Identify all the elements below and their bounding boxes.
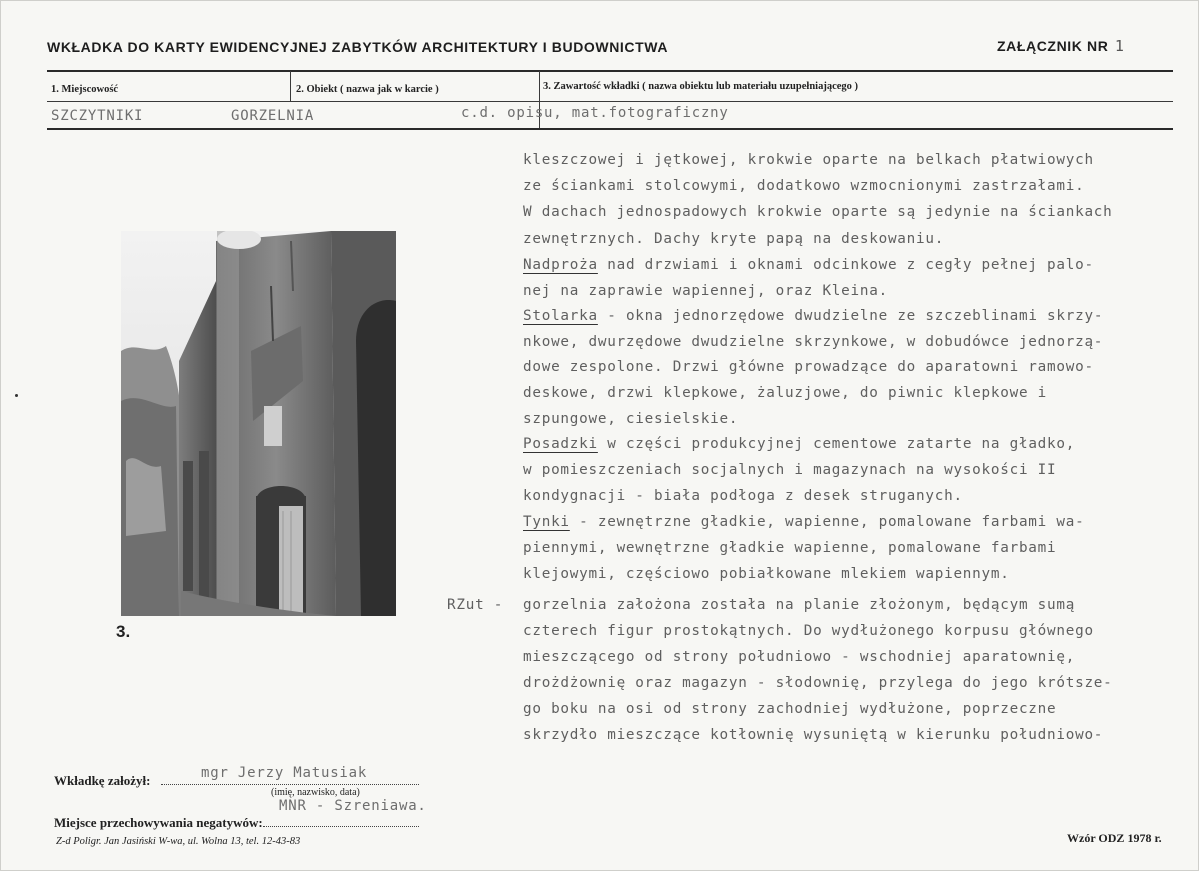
object-value: GORZELNIA <box>231 108 315 124</box>
body-line-12-rest: w części produkcyjnej cementowe zatarte na gładko, <box>597 436 1076 452</box>
rzut-label: RZut - <box>447 597 504 613</box>
storage-value: MNR - Szreniawa. <box>279 798 427 814</box>
locality-label: 1. Miejscowość <box>51 84 119 95</box>
body-line-17: klejowymi, częściowo pobiałkowane mlekiem wapiennym. <box>523 566 1010 582</box>
content-label: 3. Zawartość wkładki ( nazwa obiektu lub materiału uzupełniającego ) <box>543 81 859 92</box>
body-line-7-rest: - okna jednorzędowe dwudzielne ze szczeblinami skrzy- <box>597 308 1104 324</box>
annex-label <box>997 37 1125 55</box>
body-line-19: czterech figur prostokątnych. Do wydłużonego korpusu głównego <box>523 623 1094 639</box>
body-line-2: ze ściankami stolcowymi, dodatkowo wzmocnionymi zastrzałami. <box>523 178 1085 194</box>
body-line-16: piennymi, wewnętrzne gładkie wapienne, pomalowane farbami <box>523 540 1057 556</box>
building-photo <box>121 231 396 616</box>
punch-mark <box>15 394 18 397</box>
body-line-4: zewnętrznych. Dachy kryte papą na deskowaniu. <box>523 231 945 247</box>
header-rule-middle <box>47 101 1173 102</box>
body-line-22: go boku na osi od strony zachodniej wydłużone, poprzeczne <box>523 701 1057 717</box>
body-line-14: kondygnacji - biała podłoga z desek struganych. <box>523 488 963 504</box>
storage-label: Miejsce przechowywania negatywów: <box>54 815 263 830</box>
body-line-5 <box>523 257 1094 273</box>
body-line-15-rest: - zewnętrzne gładkie, wapienne, pomalowane farbami wa- <box>569 514 1085 530</box>
locality-value: SZCZYTNIKI <box>51 108 144 124</box>
header-rule-top <box>47 70 1173 72</box>
body-line-7 <box>523 308 1103 324</box>
form-pattern-label: Wzór ODZ 1978 r. <box>1067 831 1162 845</box>
field-divider-1 <box>290 71 291 101</box>
body-line-15 <box>523 514 1084 530</box>
storage-dotted-line <box>263 812 419 827</box>
body-line-9: dowe zespolone. Drzwi główne prowadzące do aparatowni ramowo- <box>523 359 1094 375</box>
body-line-18: gorzelnia założona została na planie złożonym, będącym sumą <box>523 597 1076 613</box>
body-line-13: w pomieszczeniach socjalnych i magazynach na wysokości II <box>523 462 1057 478</box>
body-line-1: kleszczowej i jętkowej, krokwie oparte na belkach płatwiowych <box>523 152 1094 168</box>
section-heading-posadzki: Posadzki <box>523 436 598 452</box>
body-line-3: W dachach jednospadowych krokwie oparte są jedynie na ściankach <box>523 204 1113 220</box>
section-heading-nadproza: Nadproża <box>523 257 598 273</box>
form-title: WKŁADKA DO KARTY EWIDENCYJNEJ ZABYTKÓW ARCHITEKTURY I BUDOWNICTWA <box>47 39 669 55</box>
body-line-21: drożdżownię oraz magazyn - słodownię, przylega do jego krótsze- <box>523 675 1113 691</box>
annex-number: 1 <box>1114 37 1125 55</box>
printer-imprint: Z-d Poligr. Jan Jasiński W-wa, ul. Wolna 13, tel. 12-43-83 <box>56 836 301 847</box>
photo-number: 3. <box>116 622 131 641</box>
body-line-11: szpungowe, ciesielskie. <box>523 411 739 427</box>
section-heading-stolarka: Stolarka <box>523 308 598 324</box>
author-value: mgr Jerzy Matusiak <box>201 765 368 781</box>
body-line-6: nej na zaprawie wapiennej, oraz Kleina. <box>523 283 888 299</box>
author-hint: (imię, nazwisko, data) <box>271 787 360 798</box>
body-line-5-rest: nad drzwiami i oknami odcinkowe z cegły pełnej palo- <box>597 257 1094 273</box>
content-value: c.d. opisu, mat.fotograficzny <box>461 105 729 121</box>
body-line-12 <box>523 436 1075 452</box>
body-line-10: deskowe, drzwi klepkowe, żaluzjowe, do piwnic klepkowe i <box>523 385 1048 401</box>
body-line-23: skrzydło mieszczące kotłownię wysuniętą w kierunku południowo- <box>523 727 1104 743</box>
annex-label-text: ZAŁĄCZNIK NR <box>997 38 1109 54</box>
body-line-20: mieszczącego od strony południowo - wschodniej aparatownię, <box>523 649 1076 665</box>
object-label: 2. Obiekt ( nazwa jak w karcie ) <box>296 84 439 95</box>
header-rule-bottom <box>47 128 1173 130</box>
section-heading-tynki: Tynki <box>523 514 570 530</box>
body-line-8: nkowe, dwurzędowe dwudzielne skrzynkowe, w dobudówce jednorzą- <box>523 334 1104 350</box>
author-label: Wkładkę założył: <box>54 773 151 788</box>
